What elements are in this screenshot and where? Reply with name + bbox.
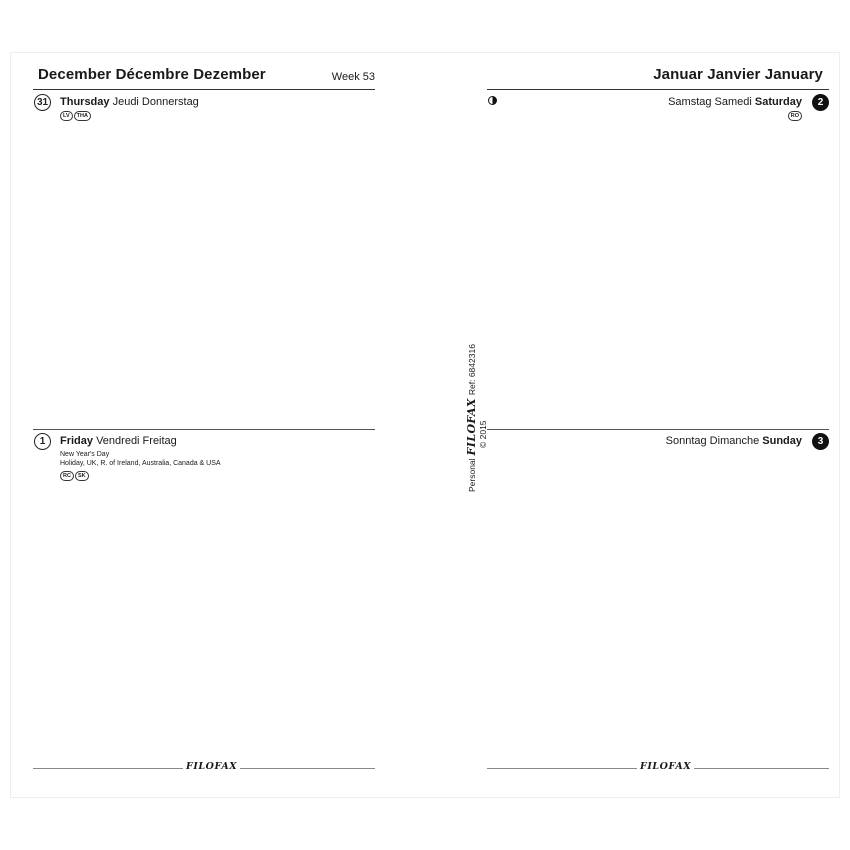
day-name-en: Friday	[60, 435, 94, 447]
day-name-other: Vendredi Freitag	[96, 435, 177, 447]
holiday-badges	[788, 111, 802, 121]
day-number: 2	[812, 94, 829, 111]
spine-ref: Ref: 6842316	[467, 344, 477, 396]
day-number: 31	[34, 94, 51, 111]
holiday-note: Holiday, UK, R. of Ireland, Australia, Canada & USA	[60, 460, 221, 467]
right-page	[487, 0, 829, 850]
holiday-badge: THA	[74, 111, 91, 121]
holiday-note: New Year's Day	[60, 451, 110, 458]
day-divider	[487, 429, 829, 430]
day-heading	[60, 96, 199, 108]
spine-imprint	[465, 344, 488, 492]
left-page	[33, 0, 375, 850]
holiday-badge: LV	[60, 111, 73, 121]
day-heading	[668, 96, 802, 108]
day-name-other: Sonntag Dimanche	[665, 435, 760, 447]
holiday-badge: RO	[788, 111, 802, 121]
spine-copyright: © 2015	[478, 420, 488, 448]
day-name-other: Samstag Samedi	[668, 96, 752, 108]
footer-brand-logo: FILOFAX	[637, 761, 694, 772]
spine-size: Personal	[467, 458, 477, 492]
day-name-en: Saturday	[754, 96, 802, 108]
day-name-en: Sunday	[762, 435, 802, 447]
month-title: Januar Janvier January	[653, 66, 823, 83]
header-rule	[33, 89, 375, 90]
day-number: 1	[34, 433, 51, 450]
day-heading	[60, 435, 177, 447]
day-name-other: Jeudi Donnerstag	[112, 96, 199, 108]
header-rule	[487, 89, 829, 90]
holiday-badge: RC	[60, 471, 74, 481]
month-title: December Décembre Dezember	[38, 66, 266, 83]
spine-brand-logo: FILOFAX	[465, 398, 478, 456]
day-heading	[666, 435, 802, 447]
holiday-badges	[60, 111, 91, 121]
first-quarter-moon-icon	[488, 96, 497, 105]
holiday-badge: SK	[75, 471, 89, 481]
day-name-en: Thursday	[60, 96, 110, 108]
week-label: Week 53	[331, 71, 375, 83]
day-number: 3	[812, 433, 829, 450]
day-divider	[33, 429, 375, 430]
holiday-badges	[60, 471, 89, 481]
footer-brand-logo: FILOFAX	[183, 761, 240, 772]
